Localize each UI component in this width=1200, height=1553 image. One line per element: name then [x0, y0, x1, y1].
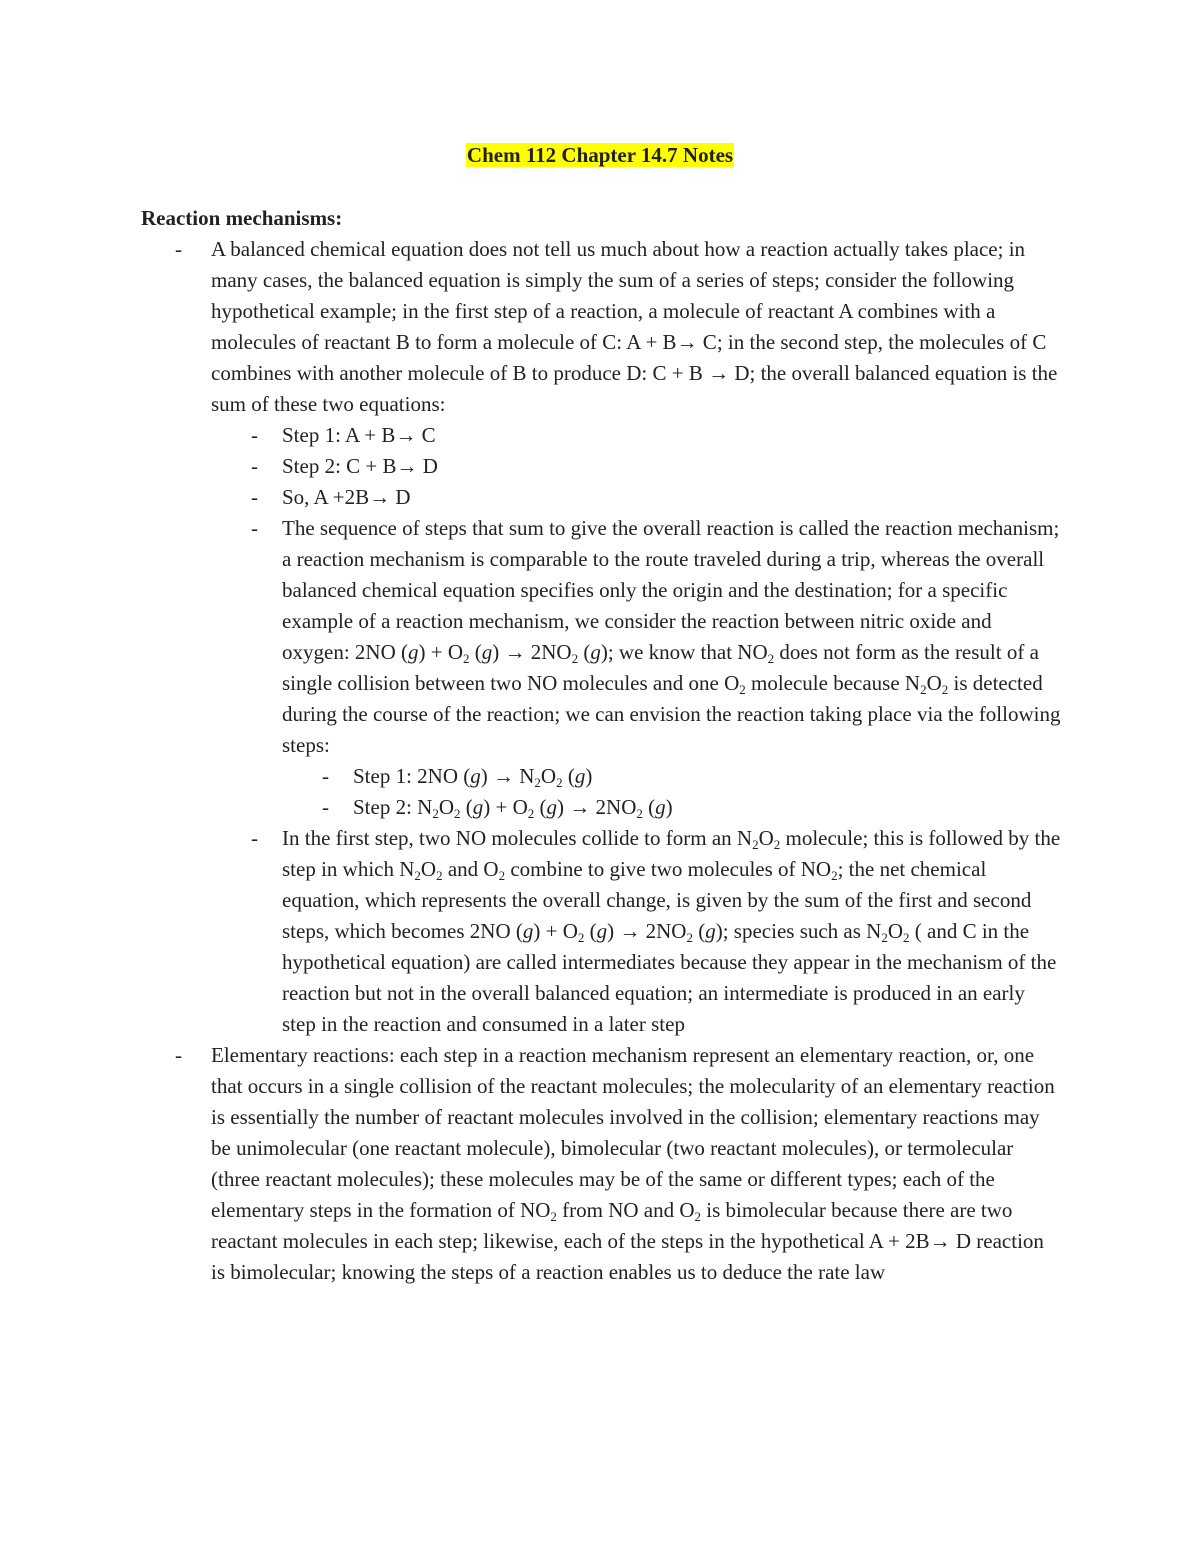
- bullet-dash: -: [322, 764, 329, 788]
- list-item: [141, 234, 1061, 420]
- step-text: So, A +2B→ D: [282, 485, 411, 509]
- item-text: A balanced chemical equation does not tell us much about how a reaction actually takes place; in many cases, the balanced equation is simply the sum of a series of steps; consider the following hypothetical example; in the first step of a reaction, a molecule of reactant A combines with a molecules of reactant B to form a molecule of C: A + B→ C; in the second step, the molecules of C combines with another molecule of B to produce D: C + B → D; the overall balanced equation is the sum of these two equations:: [211, 237, 1058, 416]
- list-item: [211, 451, 1061, 482]
- bullet-dash: -: [251, 423, 258, 447]
- list-item: [141, 1040, 1061, 1288]
- item-text: Elementary reactions: each step in a reaction mechanism represent an elementary reaction, or, one that occurs in a single collision of the reactant molecules; the molecularity of an elementary reaction is essentially the number of reactant molecules involved in the collision; elementary reactions may be unimolecular (one reactant molecule), bimolecular (two reactant molecules), or termolecular (three reactant molecules); these molecules may be of the same or different types; each of the elementary steps in the formation of $NO_2$ from NO and $O_2$ is bimolecular because there are two reactant molecules in each step; likewise, each of the steps in the hypothetical A + 2B→ D reaction is bimolecular; knowing the steps of a reaction enables us to deduce the rate law: [211, 1043, 1055, 1284]
- item-text: The sequence of steps that sum to give the overall reaction is called the reaction mechanism; a reaction mechanism is comparable to the route traveled during a trip, whereas the overall balanced chemical equation specifies only the origin and the destination; for a specific example of a reaction mechanism, we consider the reaction between nitric oxide and oxygen: 2NO $(g) + O_2$ $(g) \to 2NO_2$ (g); we know that $NO_2$ does not form as the result of a single collision between two NO molecules and one $O_2$ molecule because $N_2O_2$ is detected during the course of the reaction; we can envision the reaction taking place via the following steps:: [282, 516, 1061, 757]
- list-item: [211, 420, 1061, 451]
- bullet-dash: -: [251, 826, 258, 850]
- notes-list: [141, 234, 1061, 1288]
- bullet-dash: -: [251, 485, 258, 509]
- step-text: Step 2: $N_2O_2$ $(g) + O_2$ $(g) \to 2NO_2$ (g): [353, 795, 673, 821]
- bullet-dash: -: [175, 1043, 182, 1067]
- step-text: Step 1: 2NO $(g) \to N_2O_2$ (g): [353, 764, 593, 790]
- list-item: [211, 823, 1061, 1040]
- title-line: [0, 140, 1200, 171]
- list-item: [282, 761, 1061, 792]
- bullet-dash: -: [175, 237, 182, 261]
- bullet-dash: -: [251, 516, 258, 540]
- section-heading: Reaction mechanisms:: [141, 206, 343, 230]
- item-text: In the first step, two NO molecules collide to form an $N_2O_2$ molecule; this is followed by the step in which $N_2O_2$ and $O_2$ combine to give two molecules of $NO_2$; the net chemical equation, which represents the overall change, is given by the sum of the first and second steps, which becomes 2NO $(g) + O_2$ $(g) \to 2NO_2$ (g); species such as $N_2O_2$ ( and C in the hypothetical equation) are called intermediates because they appear in the mechanism of the reaction but not in the overall balanced equation; an intermediate is produced in an early step in the reaction and consumed in a later step: [282, 826, 1061, 1036]
- bullet-dash: -: [322, 795, 329, 819]
- list-item: [211, 482, 1061, 513]
- step-text: Step 1: A + B→ C: [282, 423, 436, 447]
- bullet-dash: -: [251, 454, 258, 478]
- list-item: [282, 792, 1061, 823]
- list-item: [211, 513, 1061, 761]
- page-title: Chem 112 Chapter 14.7 Notes: [466, 143, 734, 167]
- step-text: Step 2: C + B→ D: [282, 454, 438, 478]
